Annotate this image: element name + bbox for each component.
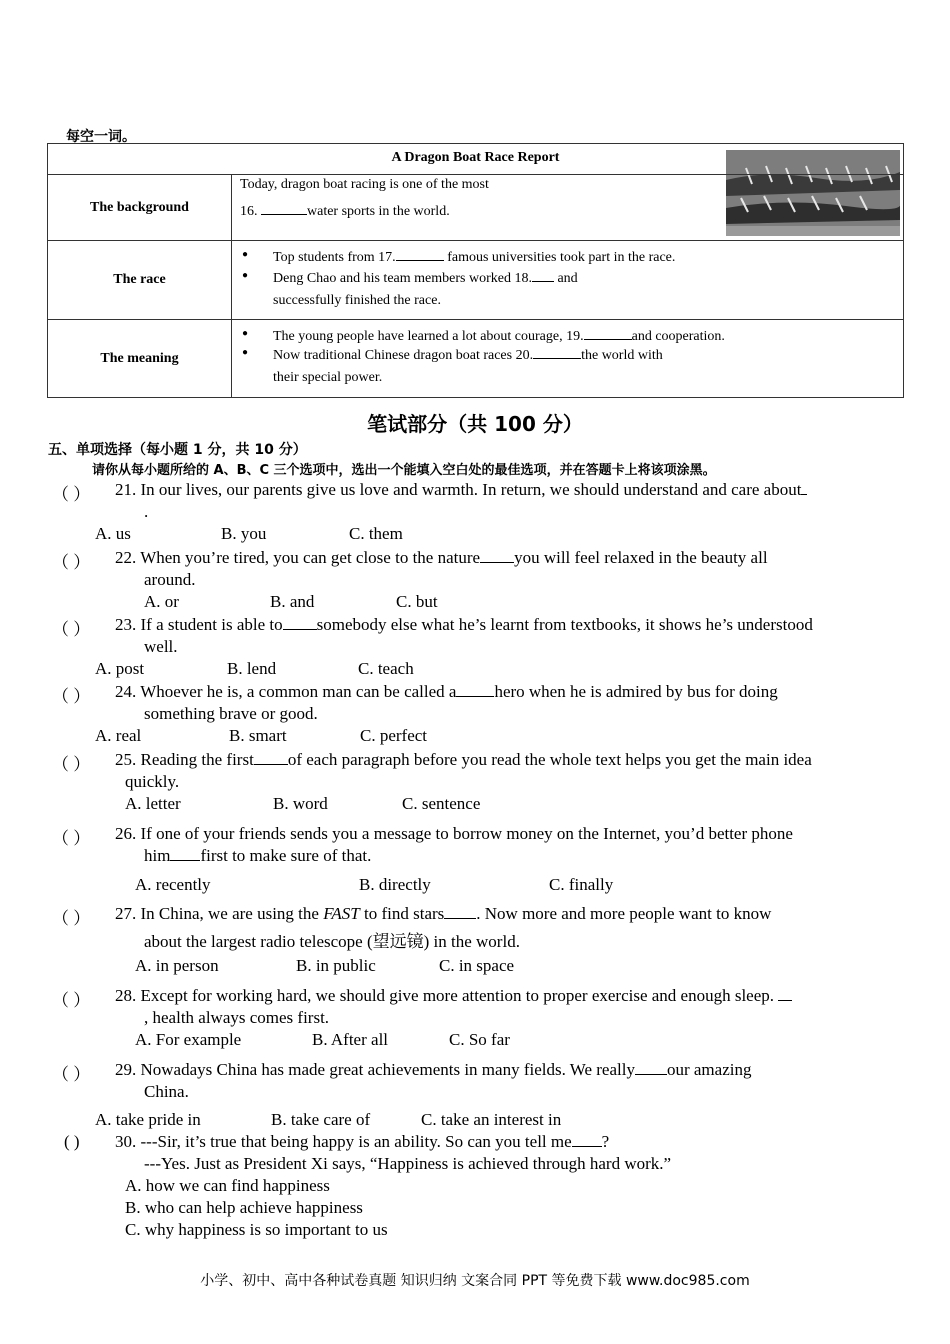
race-bullet-1: Top students from 17. famous universities took part in the race.	[273, 246, 675, 266]
option-28-b[interactable]: B. After all	[312, 1030, 389, 1049]
question-26: 26. If one of your friends sends you a message to borrow money on the Internet, you’d better phone	[115, 824, 793, 843]
option-27-c[interactable]: C. in space	[439, 956, 515, 975]
option-28-a[interactable]: A. For example	[135, 1030, 242, 1049]
table-title: A Dragon Boat Race Report	[391, 150, 560, 165]
answer-paren-27[interactable]: （ ）	[52, 909, 91, 928]
question-22: 22. When you’re tired, you can get close to the nature you will feel relaxed in the beauty all	[115, 548, 768, 567]
question-23: 23. If a student is able to somebody else what he’s learnt from textbooks, it shows he’s understood	[115, 615, 813, 634]
question-29: 29. Nowadays China has made great achievements in many fields. We really our amazing	[115, 1060, 752, 1079]
blank-21[interactable]	[801, 480, 807, 495]
question-25: 25. Reading the first of each paragraph before you read the whole text helps you get the main idea	[115, 750, 812, 769]
option-29-b[interactable]: B. take care of	[271, 1110, 371, 1129]
blank-25[interactable]	[254, 750, 288, 765]
option-24-a[interactable]: A. real	[95, 726, 142, 745]
bullet-icon: ●	[242, 347, 249, 358]
option-26-c[interactable]: C. finally	[549, 875, 614, 894]
table-column-divider	[231, 175, 232, 397]
answer-paren-28[interactable]: （ ）	[52, 991, 91, 1010]
option-22-a[interactable]: A. or	[144, 592, 179, 611]
question-30: 30. ---Sir, it’s true that being happy is an ability. So can you tell me ?	[115, 1132, 610, 1151]
answer-paren-24[interactable]: （ ）	[52, 687, 91, 706]
blank-28[interactable]	[778, 986, 792, 1001]
option-22-b[interactable]: B. and	[270, 592, 315, 611]
blank-20[interactable]	[533, 344, 581, 359]
question-27-cont: about the largest radio telescope (望远镜) in the world.	[144, 932, 520, 951]
row-head-race: The race	[113, 272, 166, 287]
race-bullet-2-cont: successfully finished the race.	[273, 293, 441, 308]
option-23-c[interactable]: C. teach	[358, 659, 414, 678]
question-24-cont: something brave or good.	[144, 704, 318, 723]
option-26-b[interactable]: B. directly	[359, 875, 431, 894]
question-22-cont: around.	[144, 570, 196, 589]
table-divider	[48, 319, 903, 320]
option-22-c[interactable]: C. but	[396, 592, 438, 611]
answer-paren-21[interactable]: （ ）	[52, 485, 91, 504]
option-24-c[interactable]: C. perfect	[360, 726, 428, 745]
question-23-cont: well.	[144, 637, 178, 656]
blank-30[interactable]	[572, 1132, 602, 1147]
table-divider	[48, 240, 903, 241]
option-23-b[interactable]: B. lend	[227, 659, 277, 678]
answer-paren-22[interactable]: （ ）	[52, 553, 91, 572]
option-30-a[interactable]: A. how we can find happiness	[125, 1176, 330, 1195]
question-25-cont: quickly.	[125, 772, 180, 791]
option-24-b[interactable]: B. smart	[229, 726, 287, 745]
option-27-b[interactable]: B. in public	[296, 956, 376, 975]
option-21-a[interactable]: A. us	[95, 524, 131, 543]
section-title: 笔试部分（共 100 分）	[367, 412, 583, 436]
answer-paren-25[interactable]: （ ）	[52, 755, 91, 774]
question-26-cont: him first to make sure of that.	[144, 846, 372, 865]
question-28-cont: , health always comes first.	[144, 1008, 330, 1027]
bullet-icon: ●	[242, 270, 249, 281]
question-21: 21. In our lives, our parents give us love and warmth. In return, we should understand and care about	[115, 480, 807, 500]
question-29-cont: China.	[144, 1082, 189, 1101]
question-24: 24. Whoever he is, a common man can be called a hero when he is admired by bus for doing	[115, 682, 778, 701]
blank-24[interactable]	[456, 682, 494, 697]
section-5-title: 五、单项选择（每小题 1 分，共 10 分）	[48, 442, 307, 458]
option-29-c[interactable]: C. take an interest in	[421, 1110, 562, 1129]
dragon-boat-image	[726, 150, 900, 236]
blank-23[interactable]	[283, 615, 317, 630]
blank-27[interactable]	[444, 904, 476, 919]
option-25-b[interactable]: B. word	[273, 794, 328, 813]
race-bullet-2: Deng Chao and his team members worked 18. and	[273, 267, 578, 287]
report-table	[47, 143, 904, 398]
blank-29[interactable]	[635, 1060, 667, 1075]
answer-paren-29[interactable]: （ ）	[52, 1065, 91, 1084]
option-23-a[interactable]: A. post	[95, 659, 145, 678]
answer-paren-30[interactable]: ( )	[64, 1132, 80, 1151]
bullet-icon: ●	[242, 249, 249, 260]
question-28: 28. Except for working hard, we should give more attention to proper exercise and enough sleep.	[115, 986, 792, 1006]
question-21-cont: .	[144, 502, 149, 521]
meaning-bullet-2-cont: their special power.	[273, 370, 383, 385]
option-25-a[interactable]: A. letter	[125, 794, 181, 813]
option-21-b[interactable]: B. you	[221, 524, 267, 543]
section-5-instruction: 请你从每小题所给的 A、B、C 三个选项中，选出一个能填入空白处的最佳选项，并在答题卡上将该项涂黑。	[92, 463, 716, 478]
blank-18[interactable]	[532, 267, 554, 282]
fill-instruction-note: 每空一词。	[66, 129, 136, 145]
option-29-a[interactable]: A. take pride in	[95, 1110, 201, 1129]
blank-16[interactable]	[261, 200, 307, 215]
meaning-bullet-1: The young people have learned a lot about courage, 19. and cooperation.	[273, 325, 725, 345]
option-25-c[interactable]: C. sentence	[402, 794, 481, 813]
background-line-2: 16. water sports in the world.	[240, 200, 450, 223]
option-28-c[interactable]: C. So far	[449, 1030, 510, 1049]
row-head-background: The background	[90, 200, 189, 215]
row-head-meaning: The meaning	[100, 351, 179, 366]
page-footer: 小学、初中、高中各种试卷真题 知识归纳 文案合同 PPT 等免费下载 www.doc985.com	[200, 1273, 750, 1289]
blank-19[interactable]	[584, 325, 632, 340]
question-30-cont: ---Yes. Just as President Xi says, “Happiness is achieved through hard work.”	[144, 1154, 672, 1173]
option-21-c[interactable]: C. them	[349, 524, 403, 543]
answer-paren-23[interactable]: （ ）	[52, 620, 91, 639]
answer-paren-26[interactable]: （ ）	[52, 829, 91, 848]
question-27: 27. In China, we are using the FAST to find stars . Now more and more people want to know	[115, 904, 772, 923]
background-line-1: Today, dragon boat racing is one of the most	[240, 177, 489, 192]
bullet-icon: ●	[242, 328, 249, 339]
option-27-a[interactable]: A. in person	[135, 956, 219, 975]
blank-26[interactable]	[170, 846, 200, 861]
blank-17[interactable]	[396, 246, 444, 261]
option-30-c[interactable]: C. why happiness is so important to us	[125, 1220, 388, 1239]
option-26-a[interactable]: A. recently	[135, 875, 211, 894]
blank-22[interactable]	[480, 548, 514, 563]
option-30-b[interactable]: B. who can help achieve happiness	[125, 1198, 363, 1217]
meaning-bullet-2: Now traditional Chinese dragon boat races 20. the world with	[273, 344, 663, 364]
